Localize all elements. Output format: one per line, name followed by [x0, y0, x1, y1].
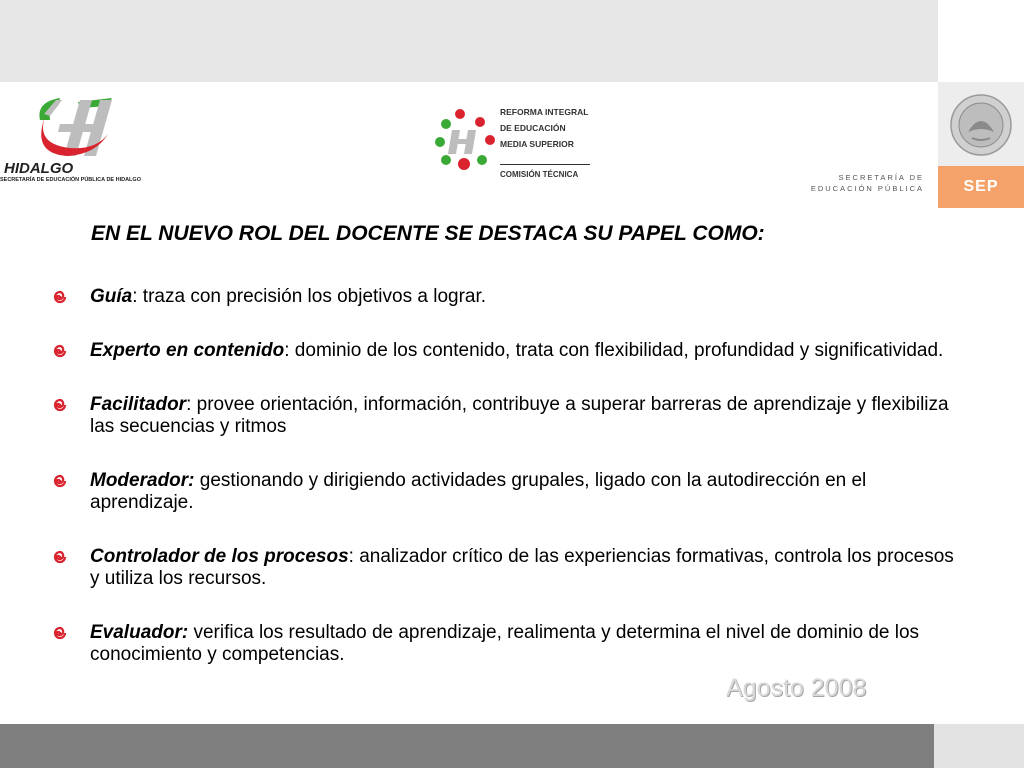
list-item — [48, 394, 968, 438]
slide-title: EN EL NUEVO ROL DEL DOCENTE SE DESTACA SU PAPEL COMO: — [91, 222, 765, 245]
role-term: Moderador: — [90, 470, 195, 491]
list-item — [48, 340, 968, 362]
hidalgo-subtitle: SECRETARÍA DE EDUCACIÓN PÚBLICA DE HIDALGO — [0, 177, 141, 183]
role-separator: : — [186, 394, 192, 415]
riems-comision: COMISIÓN TÉCNICA — [500, 170, 579, 179]
bottom-right-band — [934, 724, 1024, 768]
role-description: dominio de los contenido, trata con flexibilidad, profundidad y significatividad. — [289, 340, 944, 361]
role-separator: : — [348, 546, 354, 567]
riems-logo-icon — [434, 104, 498, 180]
role-description: gestionando y dirigiendo actividades grupales, ligado con la autodirección en el aprendizaje. — [90, 470, 867, 513]
top-band — [0, 0, 938, 82]
spiral-bullet-icon — [52, 625, 68, 641]
role-separator: : — [284, 340, 290, 361]
role-description: provee orientación, información, contribuye a superar barreras de aprendizaje y flexibiliza las secuencias y ritmos — [90, 394, 949, 437]
role-term: Guía — [90, 286, 133, 307]
role-term: Evaluador: — [90, 622, 189, 643]
list-item — [48, 286, 968, 308]
spiral-bullet-icon — [52, 473, 68, 489]
sep-abbrev: SEP — [963, 178, 999, 195]
spiral-bullet-icon — [52, 397, 68, 413]
list-item — [48, 622, 968, 666]
top-right-band — [938, 0, 1024, 82]
spiral-bullet-icon — [52, 289, 68, 305]
riems-line-1: REFORMA INTEGRAL — [500, 107, 589, 117]
role-term: Facilitador — [90, 394, 187, 415]
date-label: Agosto 2008 — [726, 674, 867, 702]
role-list — [48, 286, 968, 666]
list-item — [48, 470, 968, 514]
role-description: analizador crítico de las experiencias formativas, controla los procesos y utiliza los recursos. — [90, 546, 954, 589]
riems-line-2: DE EDUCACIÓN — [500, 123, 566, 133]
sep-logo — [938, 166, 1024, 208]
riems-divider — [500, 164, 590, 165]
riems-text — [500, 104, 588, 152]
mexico-seal-icon — [948, 92, 1014, 158]
sep-text — [800, 172, 924, 194]
role-separator: : — [132, 286, 138, 307]
spiral-bullet-icon — [52, 549, 68, 565]
spiral-bullet-icon — [52, 343, 68, 359]
role-description: traza con precisión los objetivos a lograr. — [137, 286, 487, 307]
hidalgo-name: HIDALGO — [4, 160, 74, 177]
sep-line-2: EDUCACIÓN PÚBLICA — [810, 184, 924, 193]
bottom-band — [0, 724, 934, 768]
role-term: Experto en contenido — [90, 340, 285, 361]
riems-line-3: MEDIA SUPERIOR — [500, 139, 574, 149]
list-item — [48, 546, 968, 590]
role-term: Controlador de los procesos — [90, 546, 349, 567]
sep-line-1: SECRETARÍA DE — [838, 173, 924, 182]
role-description: verifica los resultado de aprendizaje, realimenta y determina el nivel de dominio de los conocimiento y competencias. — [90, 622, 920, 665]
